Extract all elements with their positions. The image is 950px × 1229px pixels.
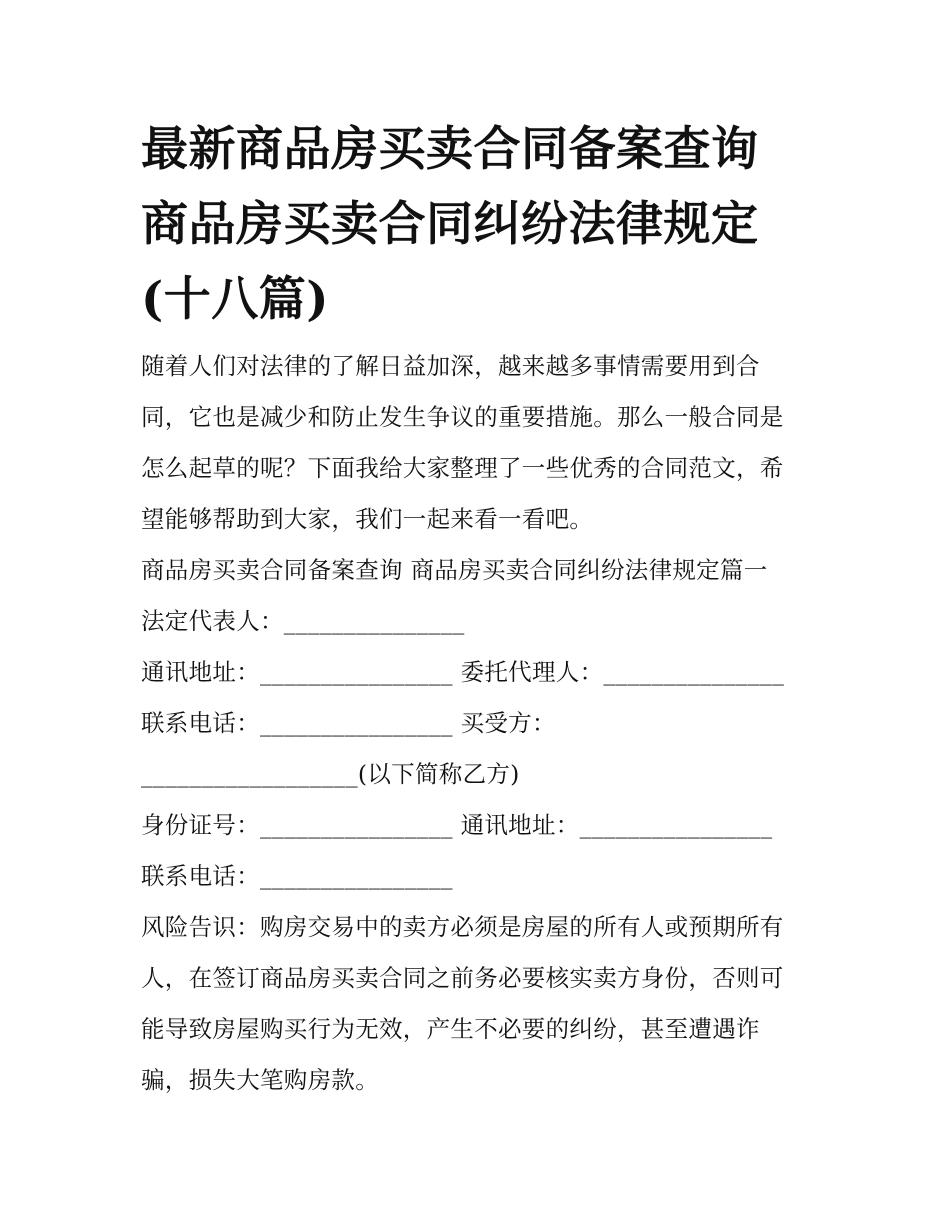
document-title <box>141 112 821 337</box>
document-page <box>141 112 821 1106</box>
title-line-1: 最新商品房买卖合同备案查询 <box>141 122 759 177</box>
phone-field: 联系电话：________________ <box>141 862 453 890</box>
intro-line-4: 望能够帮助到大家，我们一起来看一看吧。 <box>141 505 594 533</box>
risk-line-2: 人，在签订商品房买卖合同之前务必要核实卖方身份，否则可 <box>141 964 784 992</box>
legal-representative-field: 法定代表人：_______________ <box>141 607 465 635</box>
risk-line-1: 风险告识：购房交易中的卖方必须是房屋的所有人或预期所有 <box>141 913 784 941</box>
title-line-2: 商品房买卖合同纠纷法律规定 <box>141 197 759 252</box>
party-b-field: __________________(以下简称乙方) <box>141 760 520 788</box>
section-heading: 商品房买卖合同备案查询 商品房买卖合同纠纷法律规定篇一 <box>141 556 768 584</box>
risk-notice-paragraph <box>141 902 821 1106</box>
address-agent-field: 通讯地址：________________ 委托代理人：_______________ <box>141 658 785 686</box>
intro-line-1: 随着人们对法律的了解日益加深，越来越多事情需要用到合 <box>141 352 760 380</box>
title-line-3: (十八篇) <box>141 272 329 327</box>
intro-line-2: 同，它也是减少和防止发生争议的重要措施。那么一般合同是 <box>141 403 784 431</box>
intro-line-3: 怎么起草的呢？下面我给大家整理了一些优秀的合同范文，希 <box>141 454 784 482</box>
risk-line-4: 骗，损失大笔购房款。 <box>141 1066 379 1094</box>
contract-form-fields <box>141 596 821 902</box>
risk-line-3: 能导致房屋购买行为无效，产生不必要的纠纷，甚至遭遇诈 <box>141 1015 760 1043</box>
phone-buyer-field: 联系电话：________________ 买受方： <box>141 709 556 737</box>
intro-paragraph <box>141 341 821 545</box>
id-address-field: 身份证号：________________ 通讯地址：________________ <box>141 811 773 839</box>
